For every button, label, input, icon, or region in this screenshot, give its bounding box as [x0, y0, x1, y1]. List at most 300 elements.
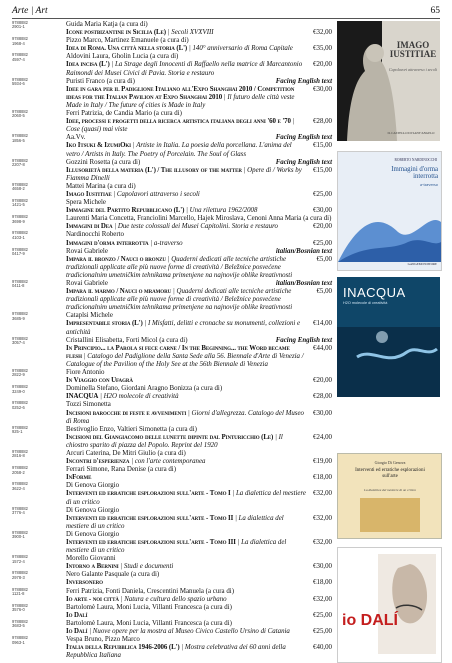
title-line: [66, 579, 332, 587]
title-line: [66, 474, 332, 482]
entry-price: €5,00: [316, 288, 332, 296]
isbn-code: [12, 426, 64, 435]
entry-author: Puristi Franco (a cura di): [66, 77, 135, 85]
isbn-suffix: 3622-4: [12, 485, 25, 491]
entry-subtitle: | Capolavori attraverso i secoli: [111, 190, 200, 198]
entry-price: €30,00: [313, 207, 332, 215]
entry-subtitle: | H2O molecole di creatività: [98, 393, 179, 401]
catalog-entry: [12, 53, 332, 77]
entry-author: Ferrari Simone, Rana Denise (a cura di): [66, 466, 177, 474]
isbn-code: [12, 280, 64, 289]
entry-title: Immagine del Partito Repubblicano (L'): [66, 207, 185, 215]
author-line: [66, 231, 332, 239]
isbn-prefix: 9788882: [12, 384, 28, 390]
title-line: [66, 61, 332, 77]
entry-price: €18,00: [313, 579, 332, 587]
entry-subtitle: | Quaderni dedicati alle tecniche artistiche tradizionali applicate alle più nuove forme di creatività / Beležnice posvećene tradicionalnim umetničkim tehnikama primenjene na najnovije oblike kreativnosti: [66, 255, 293, 279]
entry-price: €18,00: [313, 474, 332, 482]
isbn-suffix: 2058-2: [12, 469, 25, 475]
entry-author: Nardinocchi Roberto: [66, 231, 124, 239]
entry-subtitle: | La dialettica del mestiere di un critico: [66, 490, 306, 506]
entry-price: €30,00: [313, 409, 332, 417]
entry-price: €15,00: [313, 166, 332, 174]
entry-title: Idee in gara per il Padiglione Italiano all'Expo Shanghai 2010 / Competition ideas for the Italian Pavilion at Expo Shanghai 2010: [66, 85, 295, 101]
isbn-prefix: 9788882: [12, 368, 28, 374]
isbn-prefix: 9788882: [12, 481, 28, 487]
isbn-suffix: 1968-4: [12, 40, 25, 46]
isbn-code: [12, 385, 64, 394]
cover-subtitle: La dialettica del mestiere di un critico: [364, 488, 416, 492]
author-line: [66, 555, 332, 563]
isbn-code: [12, 369, 64, 378]
cover-title: INACQUA: [343, 285, 406, 300]
author-line: [66, 280, 332, 288]
isbn-suffix: 3576-0: [12, 607, 25, 613]
author-line: [66, 159, 332, 167]
entry-subtitle: | Opere di / Works by Fiamma Dinelli: [66, 166, 302, 182]
catalog-entry: [12, 426, 332, 450]
language-tag: italian/Bosnian text: [275, 247, 332, 255]
cover-subtitle: a-traverso: [420, 182, 438, 187]
isbn-prefix: 9788882: [12, 230, 28, 236]
entry-price: €5,00: [316, 255, 332, 263]
cover-title: Immagini d'orma interrotta: [391, 166, 438, 180]
entry-price: €15,00: [313, 142, 332, 150]
author-line: [66, 482, 332, 490]
entry-price: €32,00: [313, 595, 332, 603]
entry-subtitle: | Il chiostro sparito di piazza del Popolo. Reprint del 1920: [66, 433, 283, 449]
entry-author: Mattei Marina (a cura di): [66, 182, 136, 190]
isbn-suffix: 0252-6: [12, 404, 25, 410]
title-line: [66, 256, 332, 280]
isbn-code: [12, 183, 64, 192]
isbn-prefix: 9788882: [12, 529, 28, 535]
isbn-code: [12, 450, 64, 459]
isbn-suffix: 5934-6: [12, 81, 25, 87]
entry-author: Arcuri Caterina, De Mitri Giulio (a cura di): [66, 449, 186, 457]
isbn-code: [12, 337, 64, 346]
isbn-prefix: 9788882: [12, 635, 28, 641]
catalog-entry: [12, 248, 332, 280]
catalog-entry: [12, 604, 332, 620]
isbn-suffix: 4103-1: [12, 234, 25, 240]
isbn-code: [12, 110, 64, 119]
isbn-suffix: 1856-5: [12, 137, 25, 143]
entry-title: Io Dalí: [66, 611, 88, 619]
isbn-prefix: 9788882: [12, 618, 28, 624]
entry-title: Inversonero: [66, 579, 103, 587]
isbn-suffix: 1121-8: [12, 590, 25, 596]
entry-subtitle: | Il futuro delle città veste Made in Italy / The future of cities is Made in Italy: [66, 93, 295, 109]
title-line: [66, 86, 332, 110]
isbn-code: [12, 531, 64, 540]
entry-price: €20,00: [313, 223, 332, 231]
entry-price: €28,00: [313, 118, 332, 126]
isbn-prefix: 9788882: [12, 311, 28, 317]
catalog-entry: [12, 312, 332, 336]
entry-subtitle: | Catalogo del Padiglione della Santa Sede alla 56. Biennale d'Arte di Venezia / Catalogue of the Pavilion of the Holy See at the 56th Biennale di Venezia: [66, 352, 304, 368]
catalog-entry: [12, 78, 332, 110]
cover-immagini-orma: [337, 151, 442, 271]
catalog-entry: [12, 369, 332, 385]
author-line: [66, 507, 332, 515]
title-line: [66, 612, 332, 620]
language-tag: Facing English text: [275, 336, 332, 344]
isbn-code: [12, 588, 64, 597]
entry-author: Nero Galante Pasquale (a cura di): [66, 571, 160, 579]
isbn-suffix: 3057-4: [12, 340, 25, 346]
catalog-entry: [12, 199, 332, 215]
isbn-code: [12, 53, 64, 62]
isbn-code: [12, 401, 64, 410]
isbn-suffix: 3776-4: [12, 510, 25, 516]
author-line: [66, 466, 332, 474]
catalog-entry: [12, 385, 332, 401]
isbn-prefix: 9788882: [12, 198, 28, 204]
entry-subtitle: | La dialettica del mestiere di un critico: [66, 514, 284, 530]
entry-author: Ferri Patrizia, de Candia Mario (a cura di): [66, 110, 182, 118]
title-line: [66, 393, 332, 401]
cover-author: Giorgio Di Genova: [374, 460, 406, 465]
catalog-entry: [12, 159, 332, 183]
entry-title: INACQUA: [66, 393, 99, 401]
entry-subtitle: | Artiste in Italia. La poesia della porcellana. L'anima del vetro / Artists in Italy. The Poetry of Porcelain. The Soul of Glass: [66, 142, 292, 158]
title-line: [66, 240, 332, 248]
entry-subtitle: | Giorni d'allegrezza. Catalogo del Museo di Roma: [66, 409, 304, 425]
entry-author: Dominella Stefano, Giordani Aragno Bonizza (a cura di): [66, 385, 223, 393]
entry-author: Bestivoglio Enzo, Valtieri Simonetta (a cura di): [66, 425, 197, 433]
isbn-suffix: 2060-5: [12, 113, 25, 119]
isbn-code: [12, 555, 64, 564]
cover-title: IMAGO IUSTITIAE: [389, 40, 437, 59]
entry-price: €24,00: [313, 433, 332, 441]
cover-interventi: [337, 453, 442, 539]
entry-author: Aa.Vv.: [66, 134, 86, 142]
entry-price: €25,00: [313, 611, 332, 619]
cover-publisher: GANGEMI EDITORE: [407, 262, 437, 266]
author-line: [66, 385, 332, 393]
entry-price: €20,00: [313, 61, 332, 69]
isbn-prefix: 9788882: [12, 335, 28, 341]
entry-subtitle: | I Misfatti, delitti e cronache su monumenti, collezioni e antichità: [66, 320, 301, 336]
isbn-suffix: 925-1: [12, 429, 23, 435]
title-line: [66, 377, 332, 385]
entry-subtitle: | 140° anniversario di Roma Capitale: [187, 45, 293, 53]
entry-subtitle: | a-traverso: [148, 239, 183, 247]
entry-author: Cristallini Elisabetta, Forti Micol (a cura di): [66, 336, 188, 344]
isbn-prefix: 9788882: [12, 76, 28, 82]
catalog-entry: [12, 37, 332, 53]
isbn-code: [12, 37, 64, 46]
isbn-prefix: 9788882: [12, 586, 28, 592]
entry-author: Bartolomè Laura, Moni Lucia, Villanti Francesca (a cura di): [66, 619, 232, 627]
isbn-prefix: 9788882: [12, 424, 28, 430]
author-line: [66, 571, 332, 579]
cover-inacqua: [337, 277, 440, 397]
cover-title: io DALÍ: [342, 612, 398, 629]
page-number: 65: [430, 6, 440, 16]
language-tag: italian/Bosnian text: [275, 280, 332, 287]
catalog-entry: [12, 482, 332, 506]
title-line: [66, 118, 332, 134]
entry-title: Icone postbizantine in Sicilia (Le): [66, 29, 166, 37]
entry-title: Italia della Repubblica 1946-2006 (L'): [66, 644, 180, 652]
entry-author: Morello Giovanni: [66, 555, 116, 563]
isbn-prefix: 9788882: [12, 181, 28, 187]
entry-author: Vespa Bruno, Pizzo Marco: [66, 636, 140, 644]
entry-subtitle: | Secoli XVXVIII: [165, 29, 214, 37]
isbn-prefix: 9788882: [12, 554, 28, 560]
cover-author: ROBERTO NARDINOCCHI: [394, 158, 437, 162]
isbn-prefix: 9788882: [12, 214, 28, 220]
entry-price: €44,00: [313, 344, 332, 352]
author-line: [66, 636, 332, 644]
entry-title: Idea incisa (L'): [66, 61, 110, 69]
entry-author: Di Genova Giorgio: [66, 482, 120, 490]
header-divider: [12, 18, 440, 19]
catalog-entry: [12, 531, 332, 555]
entry-author: Pizzo Marco, Martinez Emanuele (a cura di): [66, 37, 189, 45]
title-line: [66, 434, 332, 450]
author-line: [66, 21, 332, 29]
entry-title: Incontri d'esperienza: [66, 458, 130, 466]
author-line: [66, 604, 332, 612]
title-line: [66, 142, 332, 158]
title-line: [66, 628, 332, 636]
entry-price: €25,00: [313, 190, 332, 198]
author-line: [66, 450, 332, 458]
catalog-entry: [12, 280, 332, 312]
entry-title: In Principio... la Parola si fece carne / In the Beginning... the Word became flesh: [66, 344, 290, 360]
entry-author: Tozzi Simonetta: [66, 401, 111, 409]
entry-title: Incisioni del Giangiacomo delle lunette dipinte dal Pinturicchio (Le): [66, 433, 274, 441]
title-line: [66, 539, 332, 555]
title-line: [66, 223, 332, 231]
isbn-code: [12, 571, 64, 580]
entry-subtitle: | con l'arte contemporanea: [129, 458, 206, 466]
entry-author: Gozzini Rosetta (a cura di): [66, 158, 141, 166]
catalog-entry: [12, 337, 332, 369]
cover-artwork-image: [360, 498, 420, 532]
entry-author: Fiore Antonio: [66, 369, 105, 377]
entry-title: Intorno a Bernini: [66, 563, 119, 571]
catalog-entry: [12, 215, 332, 231]
isbn-code: [12, 199, 64, 208]
title-line: [66, 563, 332, 571]
cover-logo: IL CASTELLO DI SANT'ANGELO: [387, 131, 435, 135]
catalog-entry: [12, 507, 332, 531]
isbn-code: [12, 466, 64, 475]
isbn-code: [12, 215, 64, 224]
catalog-entry: [12, 620, 332, 636]
entry-price: €25,00: [313, 628, 332, 636]
entry-price: €32,00: [313, 539, 332, 546]
catalog-entry: [12, 588, 332, 604]
entry-author: Spera Michele: [66, 199, 106, 207]
cover-io-dali: [337, 547, 442, 663]
entry-price: €25,00: [313, 239, 332, 247]
author-line: [66, 620, 332, 628]
entry-subtitle: | Studi e documenti: [118, 563, 174, 571]
entry-subtitle: | La Strage degli Innocenti di Raffaello nella matrice di Marcantonio Raimondi dei Musei Civici di Pavia. Storia e restauro: [66, 61, 303, 77]
entry-subtitle: | Una rilettura 1962/2008: [184, 207, 258, 215]
entry-price: €19,00: [313, 458, 332, 466]
entry-price: €40,00: [313, 644, 332, 652]
entry-price: €20,00: [313, 377, 332, 385]
catalog-entry: [12, 110, 332, 134]
catalog-entry: [12, 21, 332, 37]
author-line: [66, 37, 332, 45]
author-line: [66, 110, 332, 118]
entry-title: InForme: [66, 474, 92, 482]
entry-title: Illusorietà della materia (L') / The illusory of the matter: [66, 166, 242, 174]
entry-author: Guida Maria Katja (a cura di): [66, 21, 148, 28]
isbn-suffix: 2822-9: [12, 372, 25, 378]
entry-author: Laurenti Maria Concetta, Franciolini Marcello, Hajek Miroslava, Cenoni Anna Maria (a cura di): [66, 215, 332, 223]
entry-title: Idee, processi e progetti della ricerca artistica italiana degli anni '60 e '70: [66, 118, 291, 126]
entry-price: €28,00: [313, 393, 332, 401]
isbn-prefix: 9788882: [12, 400, 28, 406]
isbn-suffix: 1572-4: [12, 558, 25, 564]
author-line: [66, 337, 332, 345]
isbn-suffix: 2978-3: [12, 574, 25, 580]
title-line: [66, 45, 332, 53]
isbn-prefix: 9788882: [12, 133, 28, 139]
isbn-code: [12, 159, 64, 168]
title-line: [66, 596, 332, 604]
isbn-code: [12, 507, 64, 516]
statue-image: [337, 21, 440, 141]
isbn-prefix: 9788882: [12, 570, 28, 576]
author-line: [66, 312, 332, 320]
entry-author: Cataplsi Michele: [66, 312, 113, 320]
entry-author: Di Genova Giorgio: [66, 530, 120, 538]
title-line: [66, 320, 332, 336]
isbn-prefix: 9788882: [12, 109, 28, 115]
catalog-entry: [12, 571, 332, 587]
entry-title: Incisioni barocche di feste e avvenimenti: [66, 409, 187, 417]
title-line: [66, 490, 332, 506]
isbn-prefix: 9788882: [12, 20, 28, 25]
entry-subtitle: | Nuove opere per la mostra al Museo Civico Castello Ursino di Catania: [87, 628, 290, 636]
entry-price: €30,00: [313, 85, 332, 93]
entry-price: €32,00: [313, 490, 332, 498]
entry-subtitle: | Natura e cultura dello spazio urbano: [118, 595, 227, 603]
entry-price: €30,00: [313, 563, 332, 571]
entry-title: In Viaggio con Ufagrà: [66, 377, 133, 385]
entry-price: €14,00: [313, 320, 332, 328]
catalog-entry: [12, 555, 332, 571]
author-line: [66, 134, 332, 142]
blue-artwork-image: [338, 192, 441, 262]
catalog-entry: [12, 134, 332, 158]
entry-author: Rovai Gabriele: [66, 247, 108, 255]
dali-portrait-image: [338, 548, 441, 662]
isbn-code: [12, 482, 64, 491]
catalog-entry: [12, 466, 332, 482]
section-title: Arte | Art: [12, 6, 48, 16]
entry-author: Rovai Gabriele: [66, 280, 108, 287]
isbn-code: [12, 620, 64, 629]
author-line: [66, 248, 332, 256]
title-line: [66, 345, 332, 369]
isbn-code: [12, 78, 64, 87]
isbn-code: [12, 636, 64, 645]
title-line: [66, 644, 332, 660]
author-line: [66, 588, 332, 596]
author-line: [66, 369, 332, 377]
entry-subtitle: | La dialettica del mestiere di un critico: [66, 539, 287, 555]
author-line: [66, 215, 332, 223]
isbn-prefix: 9788882: [12, 36, 28, 42]
isbn-suffix: 0963-1: [12, 639, 25, 645]
isbn-code: [12, 312, 64, 321]
isbn-suffix: 3698-9: [12, 218, 25, 224]
title-line: [66, 29, 332, 37]
isbn-suffix: 3249-0: [12, 388, 25, 394]
language-tag: Facing English text: [275, 134, 332, 142]
entry-title: Idea di Roma. Una città nella storia (L'): [66, 45, 188, 53]
entry-price: €32,00: [313, 29, 332, 37]
catalog-entry: [12, 401, 332, 425]
isbn-suffix: 4597-4: [12, 56, 25, 62]
isbn-suffix: 1421-5: [12, 202, 25, 208]
isbn-suffix: 0417-9: [12, 251, 25, 257]
entry-subtitle: | Mostra celebrativa dei 60 anni della Repubblica Italiana: [66, 644, 286, 660]
entry-title: Impara il marmo / Nauci o mramoru: [66, 288, 172, 296]
isbn-code: [12, 134, 64, 143]
author-line: [66, 183, 332, 191]
entry-subtitle: | Quaderni dedicati alle tecniche artistiche tradizionali applicate alle più nuove forme di creatività / Beležnice posvećene tradicionalnim umetničkim tehnikama primenjene na najnovije oblike kreativnosti: [66, 288, 293, 312]
author-line: [66, 426, 332, 434]
isbn-suffix: 2816-8: [12, 453, 25, 459]
isbn-suffix: 3900-1: [12, 534, 25, 540]
isbn-prefix: 9788882: [12, 448, 28, 454]
cover-title: Interventi ed erratiche esplorazioni sull'arte: [355, 468, 425, 479]
isbn-prefix: 9788882: [12, 465, 28, 471]
isbn-code: [12, 248, 64, 257]
isbn-prefix: 9788882: [12, 52, 28, 58]
entry-title: Imago Iustitiae: [66, 190, 112, 198]
isbn-prefix: 9788882: [12, 505, 28, 511]
isbn-code: [12, 604, 64, 613]
catalog-entry: [12, 450, 332, 466]
author-line: [66, 401, 332, 409]
cover-imago-iustitiae: [337, 21, 440, 141]
title-line: [66, 207, 332, 215]
entry-title: Iko Itsuki & IzumiOki: [66, 142, 131, 150]
author-line: [66, 78, 332, 86]
isbn-suffix: 4658-2: [12, 186, 25, 192]
isbn-prefix: 9788882: [12, 157, 28, 163]
entry-author: Ferri Patrizia, Fonti Daniela, Crescentini Manuela (a cura di): [66, 587, 234, 595]
entry-price: €35,00: [313, 45, 332, 53]
author-line: [66, 53, 332, 61]
entry-author: Di Genova Giorgio: [66, 506, 120, 514]
entry-title: Interventi ed erratiche esplorazioni sull'arte - Tomo I: [66, 490, 231, 498]
isbn-code: [12, 231, 64, 240]
title-line: [66, 191, 332, 199]
entry-title: Io Dalí: [66, 628, 88, 636]
cover-subtitle: Capolavori attraverso i secoli: [388, 67, 438, 72]
language-tag: Facing English text: [275, 77, 332, 85]
isbn-prefix: 9788882: [12, 246, 28, 252]
author-line: [66, 531, 332, 539]
entry-subtitle: | Cose (quasi) mai viste: [66, 118, 295, 134]
entry-price: €32,00: [313, 514, 332, 522]
title-line: [66, 410, 332, 426]
isbn-suffix: 3683-5: [12, 623, 25, 629]
